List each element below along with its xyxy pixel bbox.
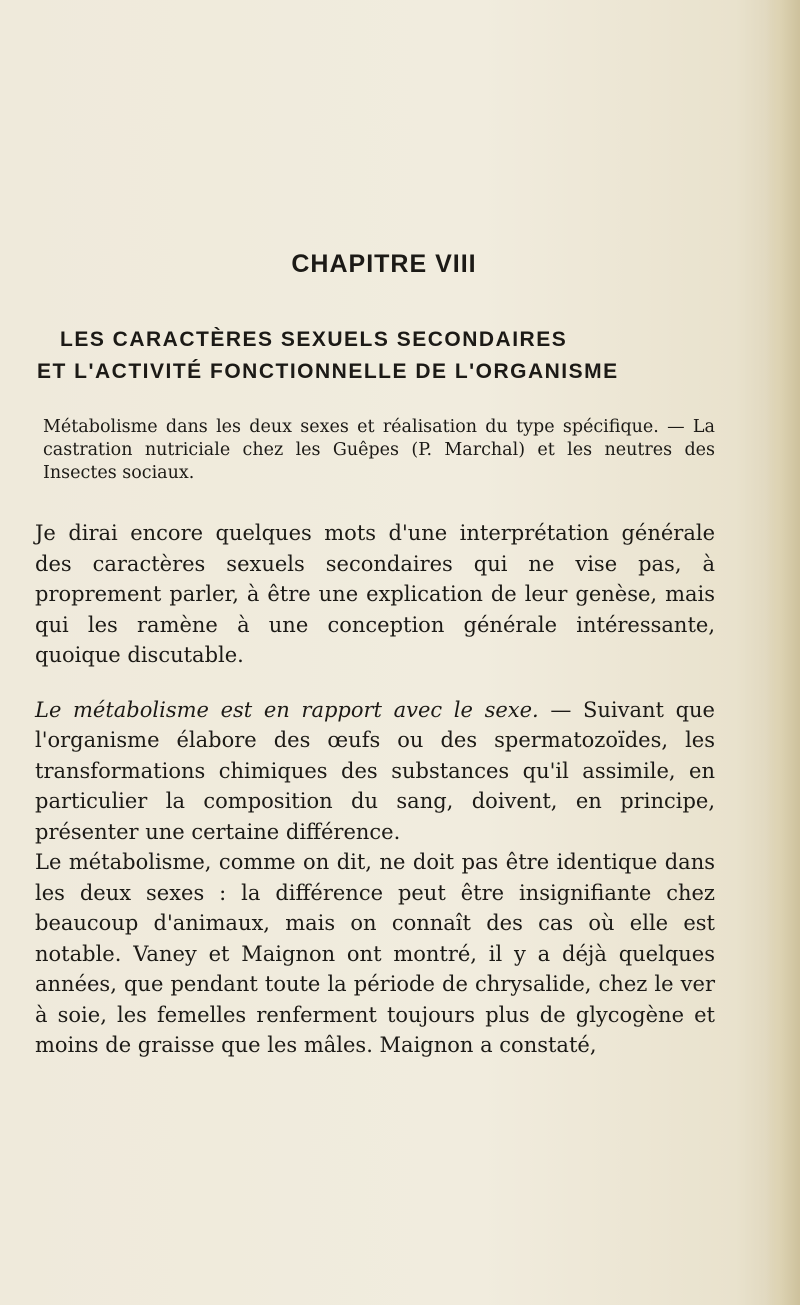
- chapter-summary: Métabolisme dans les deux sexes et réalisation du type spécifique. — La castration nutriciale chez les Guêpes (P. Marchal) et les neutres des Insectes sociaux.: [43, 417, 715, 483]
- chapter-heading-line1: LES CARACTÈRES SEXUELS SECONDAIRES: [60, 328, 568, 351]
- paragraph-2-text: — Suivant que l'organisme élabore des œufs ou des spermatozoïdes, les transformations chimiques des substances qu'il assimile, en particulier la composition du sang, doivent, en principe, présenter une certaine différence.: [35, 697, 715, 844]
- chapter-heading-line2: ET L'ACTIVITÉ FONCTIONNELLE DE L'ORGANISME: [37, 360, 619, 383]
- page-edge: [766, 0, 800, 1305]
- paragraph-2-heading: Le métabolisme est en rapport avec le sexe.: [35, 697, 539, 722]
- chapter-title: CHAPITRE VIII: [291, 250, 477, 278]
- paragraph-3: Le métabolisme, comme on dit, ne doit pas être identique dans les deux sexes : la différence peut être insignifiante chez beaucoup d'animaux, mais on connaît des cas où elle est notable. Vaney et Maignon ont montré, il y a déjà quelques années, que pendant toute la période de chrysalide, chez le ver à soie, les femelles renferment toujours plus de glycogène et moins de graisse que les mâles. Maignon a constaté,: [35, 850, 715, 1057]
- paragraph-2: [35, 695, 715, 848]
- paragraph-1: Je dirai encore quelques mots d'une interprétation générale des caractères sexuels secondaires qui ne vise pas, à proprement parler, à être une explication de leur genèse, mais qui les ramène à une conception générale intéressante, quoique discutable.: [35, 521, 715, 667]
- page-content: [35, 250, 715, 1061]
